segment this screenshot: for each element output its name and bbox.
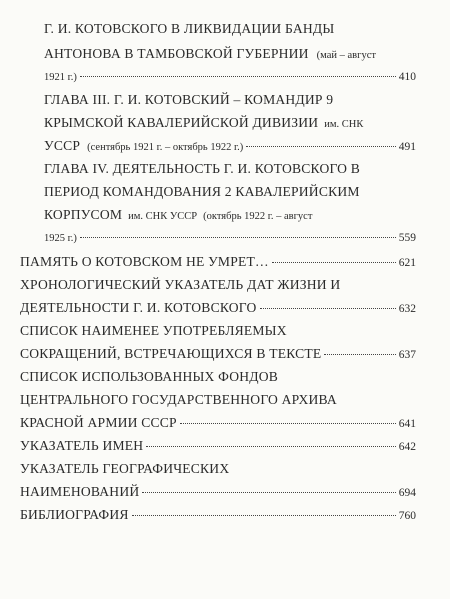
toc-entry-note: (октябрь 1922 г. – август <box>203 211 313 222</box>
toc-entry-line <box>20 389 337 411</box>
toc-entry-text: ДЕЯТЕЛЬНОСТИ Г. И. КОТОВСКОГО <box>20 300 257 315</box>
dot-leader <box>180 423 396 424</box>
toc-entry-text: ГЛАВА III. Г. И. КОТОВСКИЙ – КОМАНДИР 9 <box>44 92 334 107</box>
toc-entry-line <box>20 251 416 273</box>
toc-entry-line <box>44 135 416 157</box>
toc-entry-line <box>20 458 229 480</box>
toc-entry-text: УССР <box>44 138 81 153</box>
toc-entry-line <box>20 412 416 434</box>
toc-entry-line <box>44 158 360 180</box>
toc-entry-line <box>44 181 360 203</box>
toc-entry-note: 1921 г.) <box>44 72 77 83</box>
toc-entry-text: Г. И. КОТОВСКОГО В ЛИКВИДАЦИИ БАНДЫ <box>44 21 335 36</box>
toc-entry-note: (сентябрь 1921 г. – октябрь 1922 г.) <box>87 142 244 153</box>
dot-leader <box>142 492 395 493</box>
toc-entry-line <box>20 343 416 365</box>
toc-entry-line <box>20 435 416 457</box>
page-number: 632 <box>398 303 416 315</box>
page-number: 621 <box>398 257 416 269</box>
toc-entry-line <box>20 320 287 342</box>
toc-entry-line <box>44 227 416 249</box>
toc-entry-line <box>44 204 312 226</box>
page-number: 694 <box>398 487 416 499</box>
toc-entry-text: ПЕРИОД КОМАНДОВАНИЯ 2 КАВАЛЕРИЙСКИМ <box>44 184 360 199</box>
toc-entry-note: (май – август <box>316 50 376 61</box>
toc-entry-text: КРАСНОЙ АРМИИ СССР <box>20 415 177 430</box>
toc-entry-text: СПИСОК ИСПОЛЬЗОВАННЫХ ФОНДОВ <box>20 369 279 384</box>
toc-entry-line <box>44 43 376 65</box>
toc-entry-text: АНТОНОВА В ТАМБОВСКОЙ ГУБЕРНИИ <box>44 46 309 61</box>
toc-entry-line <box>20 366 278 388</box>
toc-entry-text: УКАЗАТЕЛЬ ГЕОГРАФИЧЕСКИХ <box>20 461 230 476</box>
toc-entry-note: им. СНК <box>324 119 364 130</box>
toc-entry-line <box>44 66 416 88</box>
toc-entry-text: ГЛАВА IV. ДЕЯТЕЛЬНОСТЬ Г. И. КОТОВСКОГО В <box>44 161 361 176</box>
dot-leader <box>260 308 396 309</box>
page-number: 491 <box>398 141 416 153</box>
dot-leader <box>146 446 395 447</box>
toc-entry-line <box>20 481 416 503</box>
toc-entry-text: КРЫМСКОЙ КАВАЛЕРИЙСКОЙ ДИВИЗИИ <box>44 115 319 130</box>
dot-leader <box>246 146 396 147</box>
dot-leader <box>80 76 396 77</box>
toc-entry-line <box>44 89 333 111</box>
toc-entry-text: СПИСОК НАИМЕНЕЕ УПОТРЕБЛЯЕМЫХ <box>20 323 287 338</box>
dot-leader <box>80 237 396 238</box>
toc-entry-line <box>44 112 363 134</box>
page-number: 760 <box>398 510 416 522</box>
toc-entry-text: ПАМЯТЬ О КОТОВСКОМ НЕ УМРЕТ… <box>20 254 269 269</box>
toc-entry-text: СОКРАЩЕНИЙ, ВСТРЕЧАЮЩИХСЯ В ТЕКСТЕ <box>20 346 322 361</box>
toc-entry-line <box>20 504 416 526</box>
toc-entry-line <box>44 18 334 40</box>
page-number: 559 <box>398 232 416 244</box>
toc-entry-note: 1925 г.) <box>44 233 77 244</box>
toc-entry-text: КОРПУСОМ <box>44 207 123 222</box>
page-number: 637 <box>398 349 416 361</box>
toc-entry-line <box>20 274 340 296</box>
page-number: 410 <box>398 71 416 83</box>
toc-entry-text: ХРОНОЛОГИЧЕСКИЙ УКАЗАТЕЛЬ ДАТ ЖИЗНИ И <box>20 277 341 292</box>
toc-entry-text: ЦЕНТРАЛЬНОГО ГОСУДАРСТВЕННОГО АРХИВА <box>20 392 337 407</box>
page-number: 641 <box>398 418 416 430</box>
toc-entry-text: БИБЛИОГРАФИЯ <box>20 507 129 522</box>
dot-leader <box>272 262 396 263</box>
dot-leader <box>132 515 396 516</box>
toc-entry-line <box>20 297 416 319</box>
page-number: 642 <box>398 441 416 453</box>
dot-leader <box>324 354 395 355</box>
toc-entry-text: НАИМЕНОВАНИЙ <box>20 484 140 499</box>
toc-entry-text: УКАЗАТЕЛЬ ИМЕН <box>20 438 144 453</box>
toc-entry-note: им. СНК УССР <box>128 211 198 222</box>
